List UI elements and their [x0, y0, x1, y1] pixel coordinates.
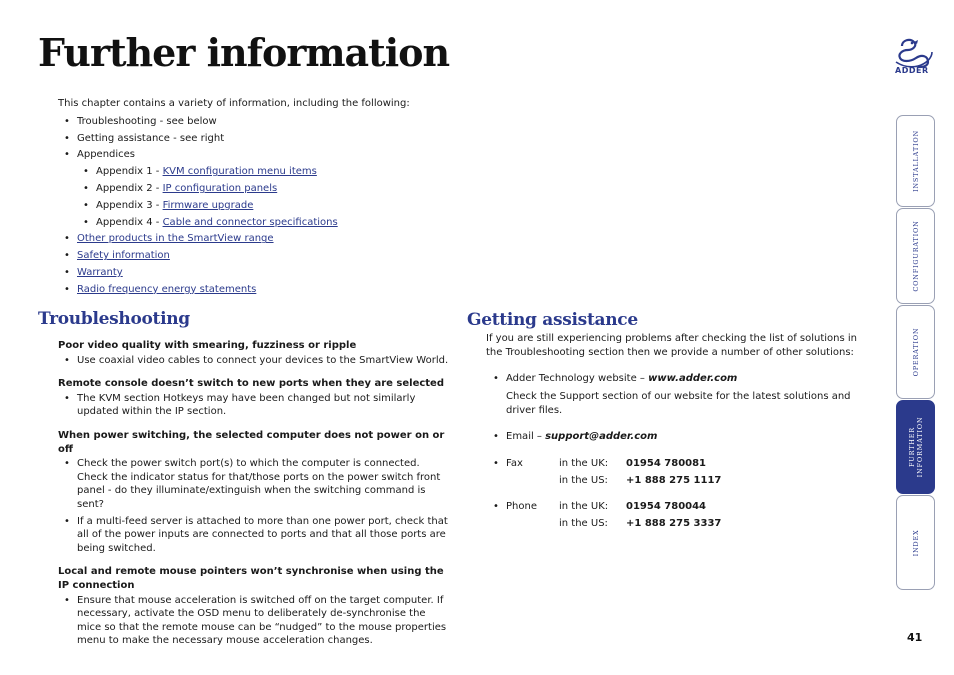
phone-row — [486, 500, 876, 517]
intro-text: This chapter contains a variety of information, including the following: — [58, 98, 410, 109]
fax-label: • Fax — [506, 458, 523, 469]
tab-installation[interactable]: INSTALLATION — [896, 115, 935, 207]
appendix-item: • Appendix 1 - KVM configuration menu items — [58, 164, 438, 181]
list-item: • Getting assistance - see right — [58, 131, 438, 148]
problem-title: Remote console doesn’t switch to new ports when they are selected — [58, 378, 445, 390]
phone-uk-number: 01954 780044 — [626, 501, 707, 512]
problem-title: Local and remote mouse pointers won’t synchronise when using the IP connection — [58, 566, 444, 591]
problem-title: Poor video quality with smearing, fuzziness or ripple — [58, 340, 357, 351]
tab-index[interactable]: INDEX — [896, 495, 935, 590]
tab-configuration[interactable]: CONFIGURATION — [896, 208, 935, 304]
phone-uk-label: in the UK: — [559, 501, 609, 512]
phone-us-label: in the US: — [559, 518, 608, 529]
solution-item: • If a multi-feed server is attached to more than one power port, check that all of the power inputs are connected to ports and that all those ports are being switched. — [58, 515, 450, 556]
troubleshooting-section — [58, 339, 450, 648]
phone-us-row — [486, 517, 876, 534]
website-note: Check the Support section of our website for the latest solutions and driver files. — [506, 391, 851, 416]
fax-us-label: in the US: — [559, 475, 608, 486]
list-item — [58, 282, 438, 299]
appendix-4-link[interactable]: Cable and connector specifications — [162, 216, 338, 228]
brand-name: ADDER — [895, 66, 929, 75]
solution-item: • Ensure that mouse acceleration is switched off on the target computer. If necessary, activate the OSD menu to deliberately de-synchronise the mice so that the remote mouse can be “nudged” to the mouse properties menu to make the necessary mouse acceleration changes. — [58, 594, 450, 648]
warranty-link[interactable]: Warranty — [77, 266, 123, 278]
tab-further-information[interactable]: FURTHER INFORMATION — [896, 400, 935, 494]
appendix-3-link[interactable]: Firmware upgrade — [162, 199, 254, 211]
solution-item: • Use coaxial video cables to connect your devices to the SmartView World. — [58, 354, 450, 368]
appendix-1-link[interactable]: KVM configuration menu items — [162, 166, 317, 178]
list-item: • Troubleshooting - see below — [58, 114, 438, 131]
getting-assistance-section — [486, 332, 876, 534]
list-item — [58, 265, 438, 282]
page-title: Further information — [38, 30, 450, 75]
intro-section — [58, 96, 438, 299]
fax-us-row — [486, 474, 876, 491]
appendix-2-link[interactable]: IP configuration panels — [162, 182, 278, 194]
fax-us-number: +1 888 275 1117 — [626, 475, 722, 486]
appendix-item: • Appendix 4 - Cable and connector specifications — [58, 215, 438, 232]
page-number: 41 — [907, 631, 923, 644]
solution-item: • The KVM section Hotkeys may have been changed but not similarly updated within the IP section. — [58, 392, 450, 419]
phone-us-number: +1 888 275 3337 — [626, 518, 722, 529]
assistance-intro: If you are still experiencing problems after checking the list of solutions in the Troubleshooting section then we provide a number of other solutions: — [486, 333, 858, 358]
problem-title: When power switching, the selected computer does not power on or off — [58, 429, 445, 455]
safety-information-link[interactable]: Safety information — [77, 250, 170, 262]
solution-item: • Check the power switch port(s) to which the computer is connected. Check the indicator status for that/those ports on the power switch front panel - do they illuminate/extinguish when the switching command is sent? — [58, 457, 450, 511]
fax-uk-label: in the UK: — [559, 458, 609, 469]
list-item — [58, 231, 438, 248]
website-link[interactable]: www.adder.com — [648, 373, 738, 384]
troubleshooting-heading: Troubleshooting — [38, 309, 190, 329]
email-link[interactable]: support@adder.com — [545, 431, 658, 442]
getting-assistance-heading: Getting assistance — [467, 310, 638, 330]
list-item: • Appendices — [58, 147, 438, 164]
tab-operation[interactable]: OPERATION — [896, 305, 935, 399]
radio-frequency-link[interactable]: Radio frequency energy statements — [77, 283, 257, 295]
list-item — [58, 248, 438, 265]
other-products-link[interactable]: Other products in the SmartView range — [77, 233, 274, 245]
appendix-item: • Appendix 3 - Firmware upgrade — [58, 198, 438, 215]
phone-label: • Phone — [506, 501, 537, 512]
fax-row — [486, 457, 876, 474]
appendix-item: • Appendix 2 - IP configuration panels — [58, 181, 438, 198]
website-item: • Adder Technology website – www.adder.com — [486, 372, 876, 386]
email-item: • Email – support@adder.com — [486, 430, 876, 444]
fax-uk-number: 01954 780081 — [626, 458, 707, 469]
